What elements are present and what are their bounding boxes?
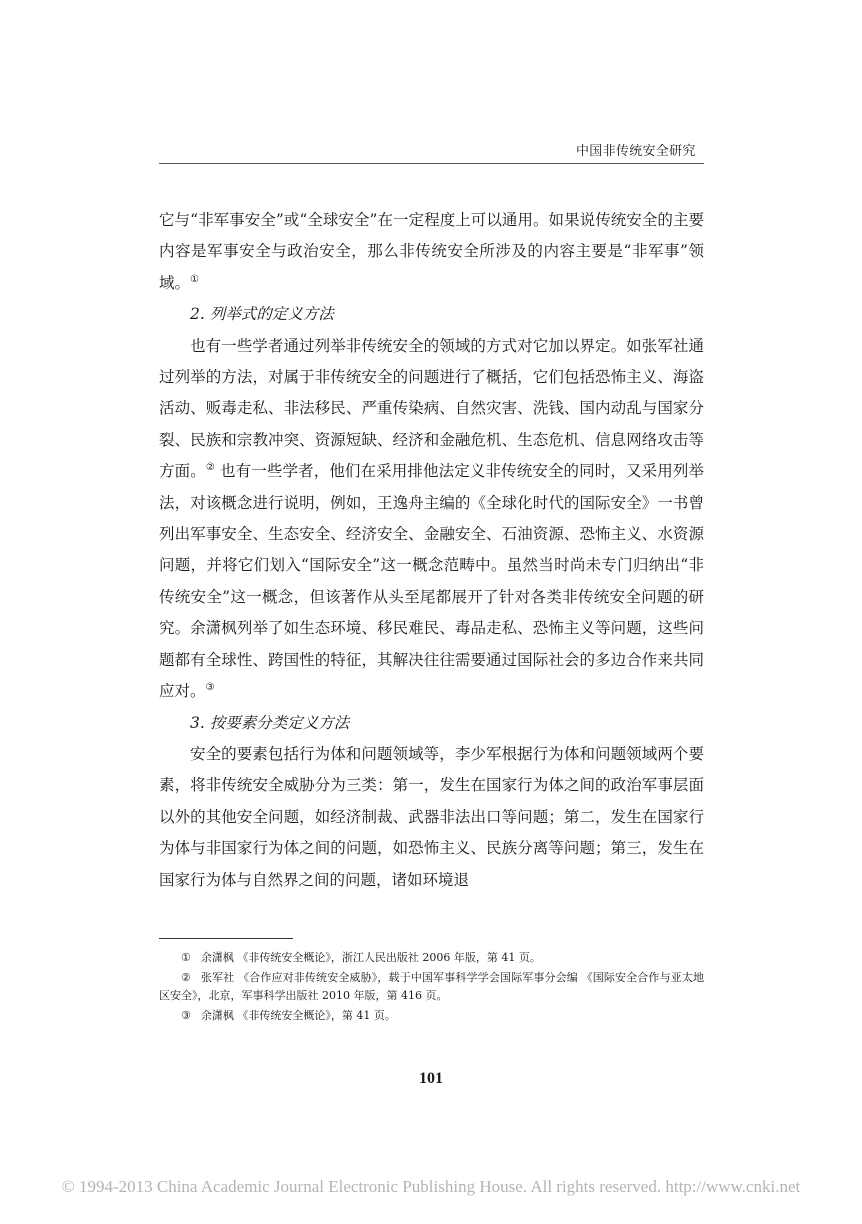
footnotes — [159, 949, 704, 1027]
body-text — [159, 205, 704, 896]
footnote-text: 余潇枫 《非传统安全概论》，第 41 页。 — [200, 1009, 396, 1022]
paragraph-text: 也有一些学者通过列举非传统安全的领域的方式对它加以界定。如张军社通过列举的方法，对属于非传统安全的问题进行了概括，它们包括恐怖主义、海盗活动、贩毒走私、非法移民、严重传染病、自然灾害、洗钱、国内动乱与国家分裂、民族和宗教冲突、资源短缺、经济和金融危机、生态危机、信息网络攻击等方面。 — [159, 336, 704, 481]
footnote-ref: ① — [190, 273, 199, 285]
footnote-ref: ② — [205, 462, 215, 474]
footnote-mark: ① — [181, 951, 191, 964]
footnote — [159, 1007, 704, 1025]
paragraph-text: 它与“非军事安全”或“全球安全”在一定程度上可以通用。如果说传统安全的主要内容是军事安全与政治安全，那么非传统安全所涉及的内容主要是“非军事”领域。 — [159, 211, 704, 292]
footnote-text: 张军社 《合作应对非传统安全威胁》，载于中国军事科学学会国际军事分会编 《国际安全合作与亚太地区安全》，北京，军事科学出版社 2010 年版，第 416 页。 — [159, 971, 704, 1002]
paragraph-text: 也有一些学者，他们在采用排他法定义非传统安全的同时，又采用列举法，对该概念进行说明，例如，王逸舟主编的《全球化时代的国际安全》一书曾列出军事安全、生态安全、经济安全、金融安全、石油资源、恐怖主义、水资源问题，并将它们划入“国际安全”这一概念范畴中。虽然当时尚未专门归纳出“非传统安全”这一概念，但该著作从头至尾都展开了针对各类非传统安全问题的研究。余潇枫列举了如生态环境、移民难民、毒品走私、恐怖主义等问题，这些问题都有全球性、跨国性的特征，其解决往往需要通过国际社会的多边合作来共同应对。 — [159, 462, 704, 701]
header-rule — [159, 163, 704, 164]
footnote-text: 余潇枫 《非传统安全概论》，浙江人民出版社 2006 年版，第 41 页。 — [200, 951, 541, 964]
footnote — [159, 969, 704, 1005]
section-heading: 2. 列举式的定义方法 — [190, 305, 334, 324]
footnote-ref: ③ — [205, 681, 215, 693]
page-number: 101 — [419, 1070, 443, 1087]
copyright-watermark: © 1994-2013 China Academic Journal Electronic Publishing House. All rights reserved. http://www.cnki.net — [61, 1177, 801, 1196]
paragraph — [159, 205, 704, 299]
footnote-mark: ③ — [181, 1009, 191, 1022]
footnote-rule — [159, 938, 293, 939]
paragraph — [159, 331, 704, 708]
paragraph: 安全的要素包括行为体和问题领域等，李少军根据行为体和问题领域两个要素，将非传统安全威胁分为三类：第一，发生在国家行为体之间的政治军事层面以外的其他安全问题，如经济制裁、武器非法出口等问题；第二，发生在国家行为体与非国家行为体之间的问题，如恐怖主义、民族分离等问题；第三，发生在国家行为体与自然界之间的问题，诸如环境退 — [159, 744, 704, 889]
footnote — [159, 949, 704, 967]
section-heading: 3. 按要素分类定义方法 — [190, 713, 350, 732]
footnote-mark: ② — [181, 971, 192, 984]
running-header: 中国非传统安全研究 — [576, 144, 696, 159]
